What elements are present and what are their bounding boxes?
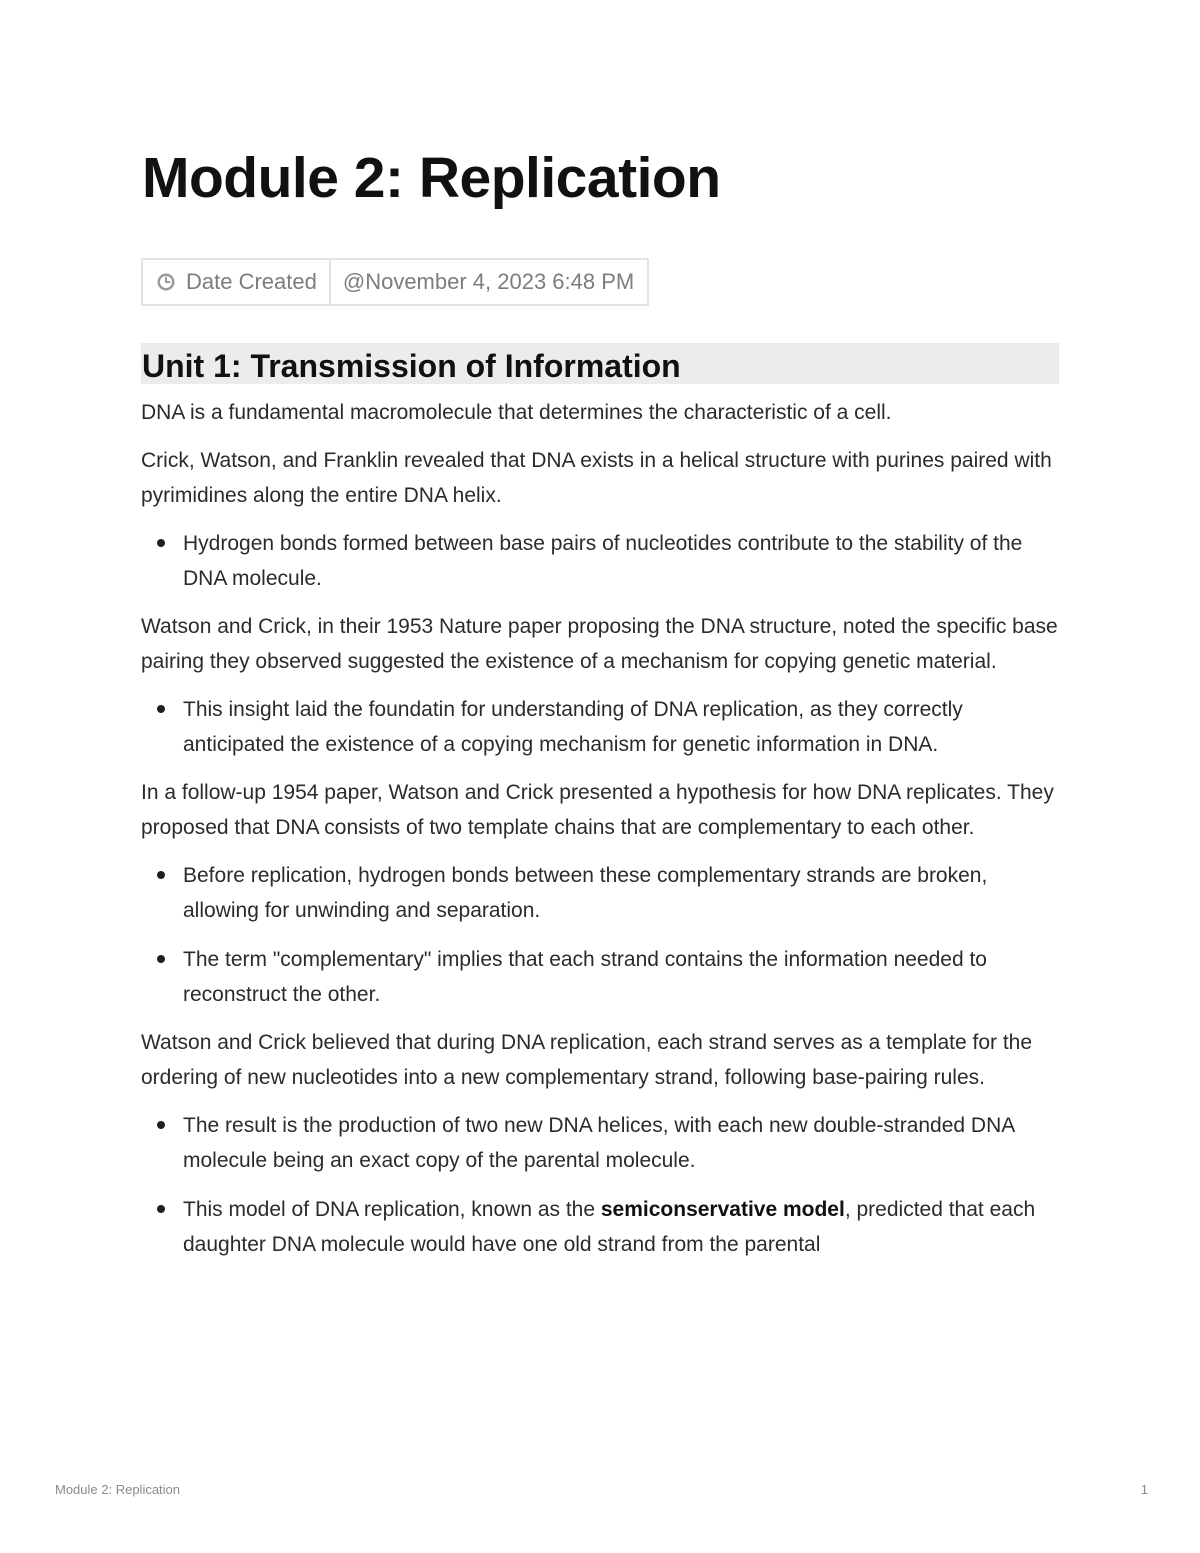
section-heading: Unit 1: Transmission of Information [141, 343, 1059, 384]
paragraph: Watson and Crick, in their 1953 Nature paper proposing the DNA structure, noted the specific base pairing they observed suggested the existence of a mechanism for copying genetic material. [141, 615, 1058, 673]
bullet-list [141, 1108, 1059, 1262]
page-title: Module 2: Replication [142, 146, 721, 210]
date-created-value: @November 4, 2023 6:48 PM [342, 269, 635, 294]
bullet-list [141, 526, 1059, 596]
property-name: Date Created [186, 269, 317, 294]
bullet-icon [157, 1121, 165, 1129]
list-item-text: The result is the production of two new DNA helices, with each new double-stranded DNA molecule being an exact copy of the parental molecule. [183, 1114, 1015, 1172]
paragraph: Crick, Watson, and Franklin revealed that DNA exists in a helical structure with purines paired with pyrimidines along the entire DNA helix. [141, 449, 1052, 507]
list-item-text-start: This model of DNA replication, known as the [183, 1198, 601, 1221]
bullet-icon [157, 705, 165, 713]
list-item-text: Hydrogen bonds formed between base pairs of nucleotides contribute to the stability of the DNA molecule. [183, 532, 1023, 590]
list-item [141, 942, 1059, 1012]
list-item-text: The term "complementary" implies that each strand contains the information needed to reconstruct the other. [183, 948, 987, 1006]
bullet-icon [157, 955, 165, 963]
properties-table [141, 258, 649, 306]
footer-page-number: 1 [1140, 1482, 1148, 1497]
list-item [141, 1192, 1059, 1262]
page-content [141, 343, 1059, 1275]
bullet-icon [157, 871, 165, 879]
bullet-list [141, 858, 1059, 1012]
bullet-icon [157, 539, 165, 547]
list-item-text: This insight laid the foundatin for understanding of DNA replication, as they correctly anticipated the existence of a copying mechanism for genetic information in DNA. [183, 698, 963, 756]
clock-icon [156, 272, 176, 292]
list-item [141, 692, 1059, 762]
list-item [141, 526, 1059, 596]
paragraph: In a follow-up 1954 paper, Watson and Crick presented a hypothesis for how DNA replicates. They proposed that DNA consists of two template chains that are complementary to each other. [141, 781, 1054, 839]
footer-document-title: Module 2: Replication [55, 1482, 181, 1497]
property-name-cell [143, 260, 331, 304]
paragraph: Watson and Crick believed that during DNA replication, each strand serves as a template for the ordering of new nucleotides into a new complementary strand, following base-pairing rules. [141, 1031, 1033, 1089]
list-item-text: Before replication, hydrogen bonds between these complementary strands are broken, allowing for unwinding and separation. [183, 864, 988, 922]
bullet-list [141, 692, 1059, 762]
list-item [141, 858, 1059, 928]
bullet-icon [157, 1205, 165, 1213]
list-item [141, 1108, 1059, 1178]
list-item-text-end: , predicted that each daughter DNA molecule would have one old strand from the parental [183, 1198, 1036, 1256]
paragraph: DNA is a fundamental macromolecule that determines the characteristic of a cell. [141, 401, 892, 424]
semiconservative-model-term: semiconservative model [600, 1198, 845, 1221]
property-value-cell[interactable] [331, 260, 647, 304]
